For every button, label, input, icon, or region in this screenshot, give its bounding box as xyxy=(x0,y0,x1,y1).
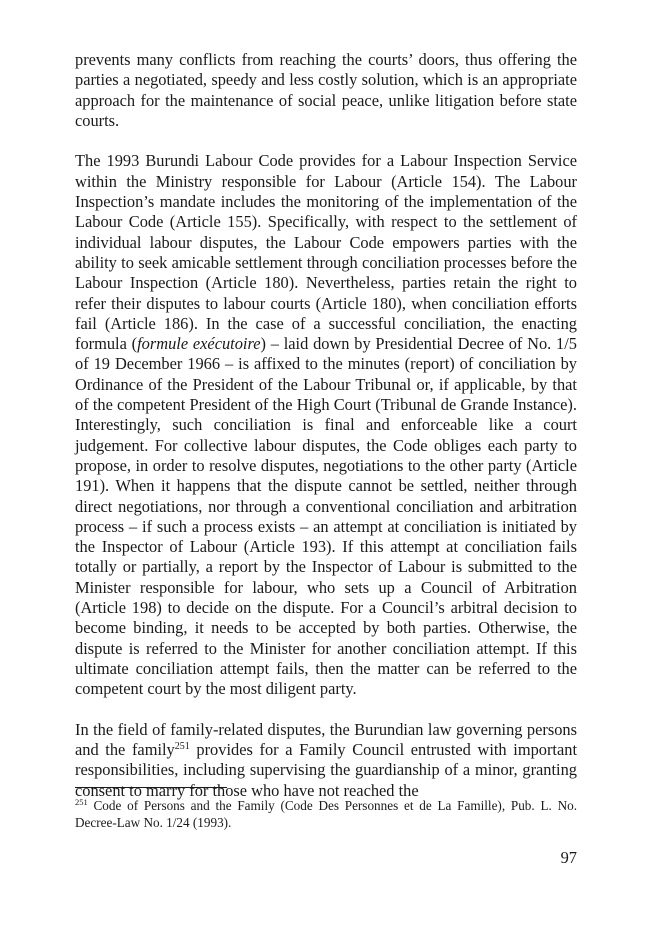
footnote-reference[interactable]: 251 xyxy=(174,741,190,753)
footnote-divider xyxy=(75,787,227,788)
paragraph-text-part1: The 1993 Burundi Labour Code provides for a Labour Inspection Service within the Ministry responsible for Labour (Article 154). The Labour Inspection’s mandate includes the monitoring of the implementation of the Labour Code (Article 155). Specifically, with respect to the settlement of individual labour disputes, the Labour Code empowers parties with the ability to seek amicable settlement through conciliation processes before the Labour Inspection (Article 180). Nevertheless, parties retain the right to refer their disputes to labour courts (Article 180), when conciliation efforts fail (Article 186). In the case of a successful conciliation, the enacting formula ( xyxy=(75,151,577,354)
footnote-number: 251 xyxy=(75,797,88,807)
footnote xyxy=(75,797,577,831)
paragraph-text-part1: In the field of family-related disputes, the Burundian law governing persons and the family xyxy=(75,719,577,760)
body-text xyxy=(75,50,577,801)
paragraph-labour-code xyxy=(75,151,577,699)
page-number: 97 xyxy=(560,848,577,867)
paragraph-text-part2: ) – laid down by Presidential Decree of No. 1/5 of 19 December 1966 – is affixed to the minutes (report) of conciliation by Ordinance of the President of the Labour Tribunal or, if applicable, by that of the competent President of the High Court (Tribunal de Grande Instance). Interestingly, such conciliation is final and enforceable like a court judgement. For collective labour disputes, the Code obliges each party to propose, in order to resolve disputes, negotiations to the other party (Article 191). When it happens that the dispute cannot be settled, neither through direct negotiations, nor through a conventional conciliation and arbitration process – if such a process exists – an attempt at conciliation is initiated by the Inspector of Labour (Article 193). If this attempt at conciliation fails totally or partially, a report by the Inspector of Labour is submitted to the Minister responsible for labour, who sets up a Council of Arbitration (Article 198) to decide on the dispute. For a Council’s arbitral decision to become binding, it needs to be accepted by both parties. Otherwise, the dispute is referred to the Minister for another conciliation attempt. If this ultimate conciliation attempt fails, then the matter can be referred to the competent court by the most diligent party. xyxy=(75,334,577,699)
paragraph-conciliation-benefits xyxy=(75,50,577,131)
footnote-text: Code of Persons and the Family (Code Des Personnes et de La Famille), Pub. L. No. Decree-Law No. 1/24 (1993). xyxy=(75,798,577,830)
paragraph-text: prevents many conflicts from reaching the courts’ doors, thus offering the parties a negotiated, speedy and less costly solution, which is an appropriate approach for the maintenance of social peace, unlike litigation before state courts. xyxy=(75,50,577,130)
paragraph-text-part2: provides for a Family Council entrusted with important responsibilities, including supervising the guardianship of a minor, granting consent to marry for those who have not reached the xyxy=(75,740,577,800)
italic-term: formule exécutoire xyxy=(137,334,261,354)
paragraph-family-disputes xyxy=(75,720,577,801)
